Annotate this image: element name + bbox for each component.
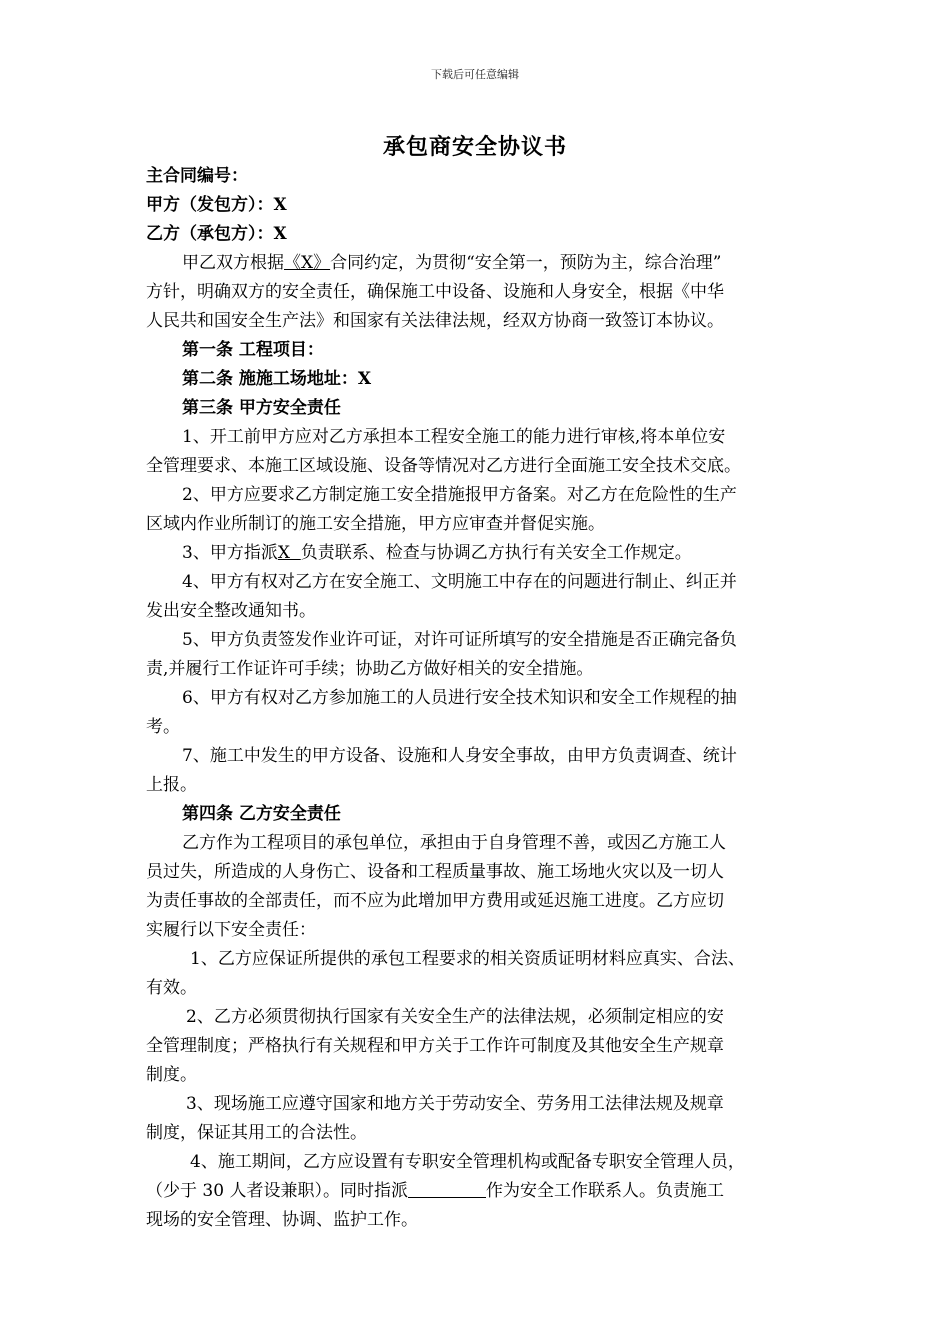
article-4-item-1-line-2: 有效。 (146, 978, 197, 998)
intro-line-3: 人民共和国安全生产法》和国家有关法律法规，经双方协商一致签订本协议。 (146, 311, 724, 331)
article-4-item-3-line-2: 制度，保证其用工的合法性。 (146, 1123, 367, 1143)
article-4-item-3-line-1: 3、现场施工应遵守国家和地方关于劳动安全、劳务用工法律法规及规章 (186, 1094, 724, 1114)
article-2-heading: 第二条 施施工场地址：X (182, 369, 372, 389)
article-4-para-line-3: 为责任事故的全部责任，而不应为此增加甲方费用或延迟施工进度。乙方应切 (146, 891, 724, 911)
article-3-item-2-line-2: 区域内作业所制订的施工安全措施，甲方应审查并督促实施。 (146, 514, 605, 534)
document-title: 承包商安全协议书 (382, 134, 567, 160)
article-3-item-6-line-1: 6、甲方有权对乙方参加施工的人员进行安全技术知识和安全工作规程的抽 (182, 688, 737, 708)
article-3-item-5-line-1: 5、甲方负责签发作业许可证，对许可证所填写的安全措施是否正确完备负 (182, 630, 737, 650)
article-3-item-6-line-2: 考。 (146, 717, 180, 737)
article-3-item-7-line-2: 上报。 (146, 775, 197, 795)
article-4-item-4-line-3: 现场的安全管理、协调、监护工作。 (146, 1210, 418, 1230)
contract-name-reference: 《X》 (284, 253, 331, 273)
article-4-para-line-4: 实履行以下安全责任： (146, 920, 316, 940)
document-body (146, 162, 822, 1235)
article-3-item-5-line-2: 责,并履行工作证许可手续；协助乙方做好相关的安全措施。 (146, 659, 594, 679)
article-3-item-1-line-2: 全管理要求、本施工区域设施、设备等情况对乙方进行全面施工安全技术交底。 (146, 456, 741, 476)
header-note: 下载后可任意编辑 (431, 68, 519, 81)
article-4-item-2-line-3: 制度。 (146, 1065, 197, 1085)
article-3-item-1-line-1: 1、开工前甲方应对乙方承担本工程安全施工的能力进行审核,将本单位安 (182, 427, 726, 447)
designee-fill: X (277, 543, 301, 563)
article-4-item-2-line-1: 2、乙方必须贯彻执行国家有关安全生产的法律法规，必须制定相应的安 (186, 1007, 724, 1027)
contact-person-blank (408, 1179, 486, 1198)
intro-line-1: 甲乙双方根据《X》合同约定，为贯彻“安全第一，预防为主，综合治理” (182, 253, 722, 273)
article-4-item-4-line-1: 4、施工期间，乙方应设置有专职安全管理机构或配备专职安全管理人员， (190, 1152, 745, 1172)
article-3-item-7-line-1: 7、施工中发生的甲方设备、设施和人身安全事故，由甲方负责调查、统计 (182, 746, 737, 766)
article-4-item-2-line-2: 全管理制度；严格执行有关规程和甲方关于工作许可制度及其他安全生产规章 (146, 1036, 724, 1056)
article-4-para-line-2: 员过失，所造成的人身伤亡、设备和工程质量事故、施工场地火灾以及一切人 (146, 862, 724, 882)
article-1-heading: 第一条 工程项目： (182, 340, 324, 360)
article-3-item-4-line-2: 发出安全整改通知书。 (146, 601, 316, 621)
intro-line-2: 方针，明确双方的安全责任，确保施工中设备、设施和人身安全，根据《中华 (146, 282, 724, 302)
article-3-item-2-line-1: 2、甲方应要求乙方制定施工安全措施报甲方备案。对乙方在危险性的生产 (182, 485, 737, 505)
article-3-item-3: 3、甲方指派X 负责联系、检查与协调乙方执行有关安全工作规定。 (182, 543, 692, 563)
contract-number-line: 主合同编号： (146, 166, 248, 186)
article-4-item-1-line-1: 1、乙方应保证所提供的承包工程要求的相关资质证明材料应真实、合法、 (190, 949, 745, 969)
party-b-line: 乙方（承包方）：X (146, 224, 287, 244)
article-3-item-4-line-1: 4、甲方有权对乙方在安全施工、文明施工中存在的问题进行制止、纠正并 (182, 572, 737, 592)
article-3-heading: 第三条 甲方安全责任 (182, 398, 341, 418)
article-4-para-line-1: 乙方作为工程项目的承包单位，承担由于自身管理不善，或因乙方施工人 (182, 833, 726, 853)
party-a-line: 甲方（发包方）：X (146, 195, 287, 215)
article-4-heading: 第四条 乙方安全责任 (182, 804, 341, 824)
article-4-item-4-line-2: （少于 30 人者设兼职）。同时指派 作为安全工作联系人。负责施工 (146, 1181, 724, 1201)
